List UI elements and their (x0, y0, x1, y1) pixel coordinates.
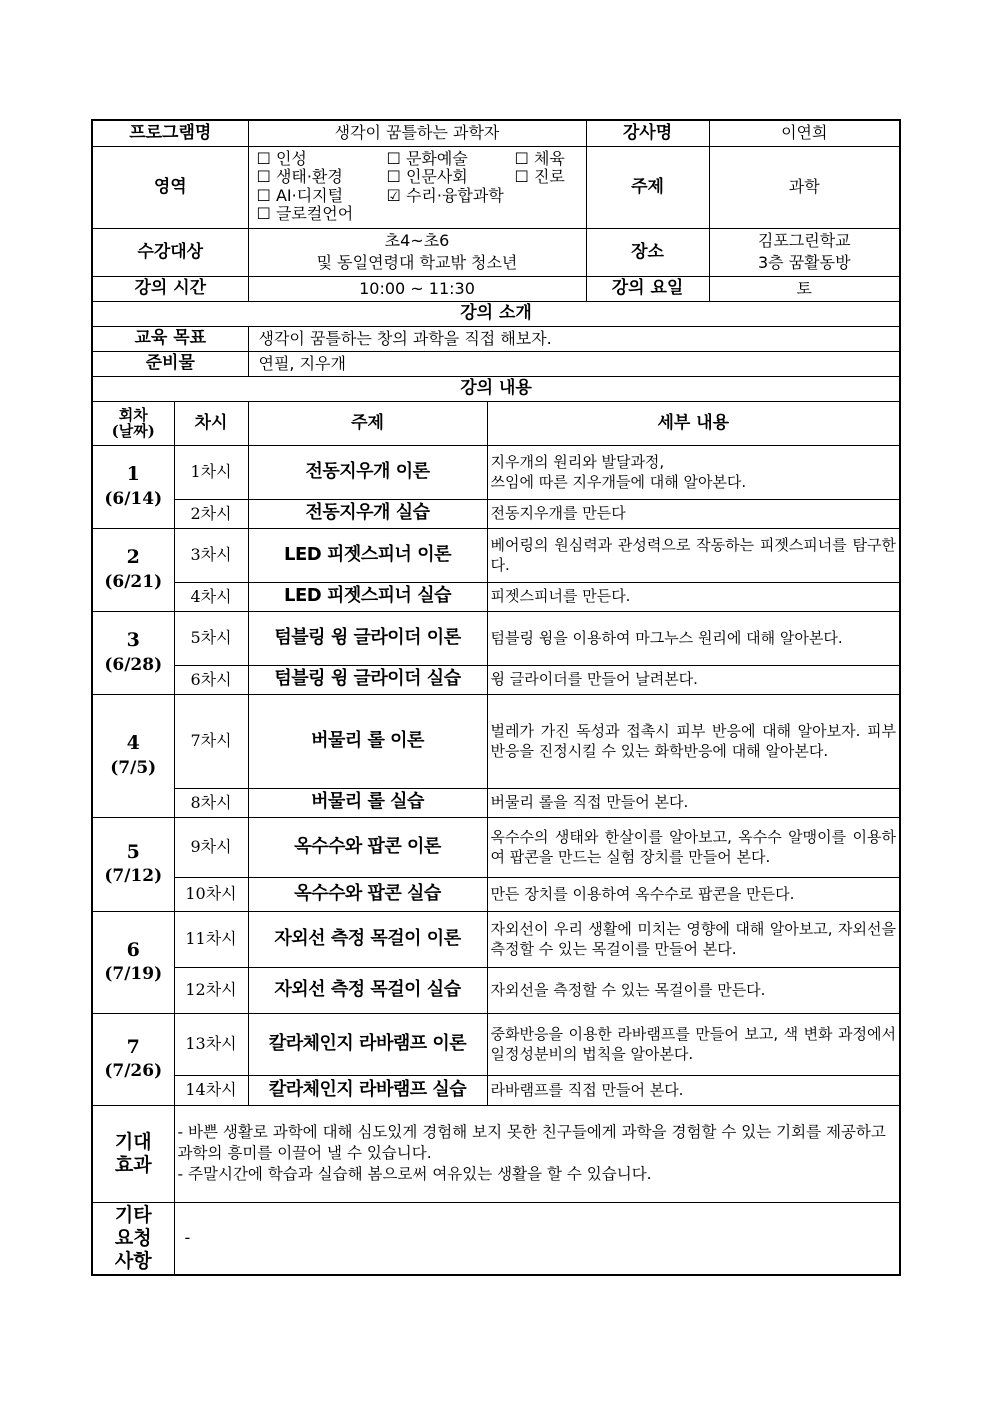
header-round: 회차 (날짜) (92, 401, 174, 445)
header-detail: 세부 내용 (487, 401, 900, 445)
session-number: 13차시 (174, 1013, 248, 1075)
checked-box-icon: ☑ (386, 185, 406, 205)
round-number: 6 (126, 938, 140, 961)
session-topic: 텀블링 윙 글라이더 이론 (248, 611, 487, 665)
session-detail: 전동지우개를 만든다 (487, 499, 900, 528)
supplies-label: 준비물 (92, 351, 248, 376)
instructor-value: 이연희 (709, 120, 900, 146)
domain-option (387, 168, 515, 186)
round-cell (92, 528, 174, 611)
round-number: 5 (126, 840, 140, 863)
session-number: 6차시 (174, 665, 248, 694)
session-topic: 버물리 롤 이론 (248, 694, 487, 788)
target-label: 수강대상 (92, 228, 248, 276)
round-cell (92, 911, 174, 1013)
round-date: (7/19) (104, 964, 163, 985)
session-number: 10차시 (174, 877, 248, 911)
round-number: 1 (126, 463, 140, 486)
session-number: 8차시 (174, 788, 248, 817)
domain-option (257, 168, 387, 186)
session-number: 4차시 (174, 582, 248, 611)
round-number: 2 (126, 546, 140, 569)
time-label: 강의 시간 (92, 276, 248, 301)
round-date: (6/14) (104, 488, 163, 509)
intro-section-title: 강의 소개 (92, 301, 900, 326)
program-name-value: 생각이 꿈틀하는 과학자 (248, 120, 586, 146)
day-value: 토 (709, 276, 900, 301)
session-topic: 옥수수와 팝콘 이론 (248, 817, 487, 877)
session-detail: 베어링의 원심력과 관성력으로 작동하는 피젯스피너를 탐구한다. (487, 528, 900, 582)
round-cell (92, 694, 174, 817)
checkbox-icon: ☐ (514, 167, 534, 187)
session-topic: 자외선 측정 목걸이 실습 (248, 967, 487, 1013)
session-topic: 텀블링 윙 글라이더 실습 (248, 665, 487, 694)
time-value: 10:00 ~ 11:30 (248, 276, 586, 301)
place-line-2: 3층 꿈활동방 (757, 253, 851, 272)
domain-option (257, 205, 387, 223)
header-topic: 주제 (248, 401, 487, 445)
domain-option (515, 150, 585, 168)
session-number: 1차시 (174, 445, 248, 499)
effects-line-2: - 주말시간에 학습과 실습해 봄으로써 여유있는 생활을 할 수 있습니다. (177, 1164, 652, 1183)
domain-option (387, 150, 515, 168)
session-number: 12차시 (174, 967, 248, 1013)
content-section-title: 강의 내용 (92, 376, 900, 401)
session-detail: 옥수수의 생태와 한살이를 알아보고, 옥수수 알맹이를 이용하여 팝콘을 만드는 실험 장치를 만들어 본다. (487, 817, 900, 877)
session-number: 9차시 (174, 817, 248, 877)
round-cell (92, 1013, 174, 1105)
session-topic: 전동지우개 이론 (248, 445, 487, 499)
goal-label: 교육 목표 (92, 326, 248, 351)
session-topic: 칼라체인지 라바램프 이론 (248, 1013, 487, 1075)
session-topic: 자외선 측정 목걸이 이론 (248, 911, 487, 967)
session-topic: LED 피젯스피너 이론 (248, 528, 487, 582)
checkbox-icon: ☐ (386, 148, 406, 168)
session-detail: 피젯스피너를 만든다. (487, 582, 900, 611)
round-cell (92, 445, 174, 528)
session-detail: 만든 장치를 이용하여 옥수수로 팝콘을 만든다. (487, 877, 900, 911)
domain-checklist (248, 146, 586, 228)
session-number: 14차시 (174, 1075, 248, 1105)
checkbox-icon: ☐ (386, 167, 406, 187)
program-name-label: 프로그램명 (92, 120, 248, 146)
domain-option (387, 187, 515, 205)
round-cell (92, 817, 174, 911)
checkbox-icon: ☐ (256, 203, 276, 223)
place-line-1: 김포그린학교 (757, 231, 851, 251)
checkbox-icon: ☐ (256, 167, 276, 187)
round-number: 4 (126, 732, 140, 755)
domain-option-label: AI·디지털 (275, 185, 344, 205)
round-cell (92, 611, 174, 694)
session-detail: 중화반응을 이용한 라바램프를 만들어 보고, 색 변화 과정에서 일정성분비의 법칙을 알아본다. (487, 1013, 900, 1075)
session-detail: 윙 글라이더를 만들어 날려본다. (487, 665, 900, 694)
session-number: 3차시 (174, 528, 248, 582)
session-number: 2차시 (174, 499, 248, 528)
domain-option-label: 인문사회 (405, 167, 468, 187)
requests-label: 기타 요청 사항 (92, 1202, 174, 1275)
supplies-value: 연필, 지우개 (248, 351, 900, 376)
round-number: 7 (126, 1035, 140, 1058)
domain-option-label: 수리·융합과학 (405, 185, 504, 205)
place-value (709, 228, 900, 276)
session-number: 5차시 (174, 611, 248, 665)
target-line-2: 및 동일연령대 학교밖 청소년 (316, 253, 518, 272)
session-topic: 전동지우개 실습 (248, 499, 487, 528)
goal-value: 생각이 꿈틀하는 창의 과학을 직접 해보자. (248, 326, 900, 351)
domain-label: 영역 (92, 146, 248, 228)
target-line-1: 초4~초6 (384, 231, 450, 251)
effects-value (174, 1105, 900, 1202)
round-date: (7/26) (104, 1061, 163, 1082)
topic-label: 주제 (586, 146, 709, 228)
round-date: (6/21) (104, 571, 163, 592)
checkbox-icon: ☐ (256, 185, 276, 205)
domain-option (257, 187, 387, 205)
session-number: 7차시 (174, 694, 248, 788)
session-detail: 벌레가 가진 독성과 접촉시 피부 반응에 대해 알아보자. 피부 반응을 진정시킬 수 있는 화학반응에 대해 알아본다. (487, 694, 900, 788)
program-plan-table (91, 119, 901, 1276)
session-topic: 버물리 롤 실습 (248, 788, 487, 817)
session-topic: 옥수수와 팝콘 실습 (248, 877, 487, 911)
round-number: 3 (126, 629, 140, 652)
effects-line-1: - 바쁜 생활로 과학에 대해 심도있게 경험해 보지 못한 친구들에게 과학을 경험할 수 있는 기회를 제공하고 과학의 흥미를 이끌어 낼 수 있습니다. (177, 1123, 886, 1163)
domain-option-label: 생태·환경 (275, 167, 343, 187)
domain-option-label: 인성 (275, 148, 307, 168)
session-detail: 버물리 롤을 직접 만들어 본다. (487, 788, 900, 817)
session-detail: 지우개의 원리와 발달과정, 쓰임에 따른 지우개들에 대해 알아본다. (487, 445, 900, 499)
checkbox-icon: ☐ (256, 148, 276, 168)
domain-option-label: 글로컬언어 (275, 203, 354, 223)
session-topic: LED 피젯스피너 실습 (248, 582, 487, 611)
place-label: 장소 (586, 228, 709, 276)
session-topic: 칼라체인지 라바램프 실습 (248, 1075, 487, 1105)
domain-option-label: 문화예술 (405, 148, 468, 168)
target-value (248, 228, 586, 276)
domain-option (515, 168, 585, 186)
round-date: (7/5) (110, 757, 157, 778)
domain-option-label: 체육 (533, 148, 565, 168)
topic-value: 과학 (709, 146, 900, 228)
day-label: 강의 요일 (586, 276, 709, 301)
domain-option (257, 150, 387, 168)
header-session: 차시 (174, 401, 248, 445)
session-detail: 텀블링 윙을 이용하여 마그누스 원리에 대해 알아본다. (487, 611, 900, 665)
session-detail: 자외선이 우리 생활에 미치는 영향에 대해 알아보고, 자외선을 측정할 수 있는 목걸이를 만들어 본다. (487, 911, 900, 967)
domain-option-label: 진로 (533, 167, 565, 187)
effects-label: 기대 효과 (92, 1105, 174, 1202)
requests-value: - (174, 1202, 900, 1275)
session-detail: 자외선을 측정할 수 있는 목걸이를 만든다. (487, 967, 900, 1013)
domain-option (515, 187, 585, 205)
session-detail: 라바램프를 직접 만들어 본다. (487, 1075, 900, 1105)
instructor-label: 강사명 (586, 120, 709, 146)
checkbox-icon: ☐ (514, 148, 534, 168)
session-number: 11차시 (174, 911, 248, 967)
round-date: (6/28) (104, 654, 163, 675)
round-date: (7/12) (104, 866, 163, 887)
